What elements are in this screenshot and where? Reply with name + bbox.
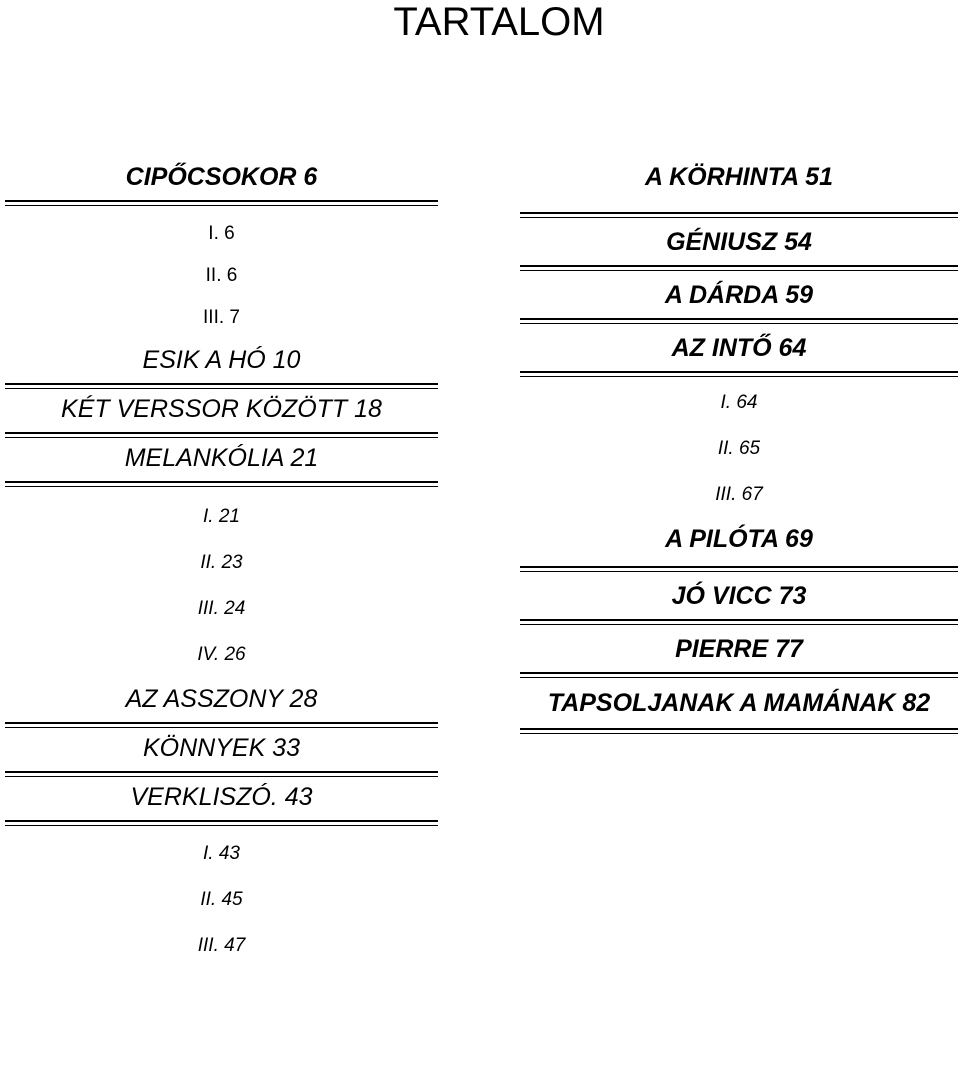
toc-entry-cipocsokor[interactable]: CIPŐCSOKOR 6 <box>125 163 318 191</box>
toc-subentry[interactable]: I. 6 <box>208 223 235 244</box>
toc-subentry[interactable]: IV. 26 <box>197 644 246 665</box>
toc-entry-geniusz[interactable]: GÉNIUSZ 54 <box>666 228 812 256</box>
toc-entry-melankolia[interactable]: MELANKÓLIA 21 <box>124 444 319 472</box>
toc-subentry[interactable]: III. 7 <box>203 307 240 328</box>
toc-subentry[interactable]: III. 24 <box>197 598 246 619</box>
toc-subentry[interactable]: I. 64 <box>720 392 758 413</box>
toc-subentry[interactable]: I. 43 <box>203 843 240 864</box>
toc-entry-ket-verssor-kozott[interactable]: KÉT VERSSOR KÖZÖTT 18 <box>61 395 382 423</box>
page-title: TARTALOM <box>393 0 605 44</box>
toc-left-column <box>5 157 438 964</box>
toc-subentries-melankolia <box>5 487 438 679</box>
toc-entry-a-korhinta[interactable]: A KÖRHINTA 51 <box>645 163 833 191</box>
toc-entry-jo-vicc[interactable]: JÓ VICC 73 <box>671 582 807 610</box>
toc-entry-pierre[interactable]: PIERRE 77 <box>675 635 803 663</box>
entry-divider <box>520 728 958 734</box>
toc-entry-a-pilota[interactable]: A PILÓTA 69 <box>665 525 813 553</box>
toc-right-column <box>520 157 958 734</box>
toc-subentry[interactable]: II. 6 <box>205 265 238 286</box>
toc-subentries-verkliszo <box>5 826 438 964</box>
toc-subentry[interactable]: III. 47 <box>197 935 246 956</box>
toc-entry-esik-a-ho[interactable]: ESIK A HÓ 10 <box>142 346 301 374</box>
toc-subentry[interactable]: I. 21 <box>203 506 240 527</box>
toc-entry-az-asszony[interactable]: AZ ASSZONY 28 <box>125 685 318 713</box>
toc-subentries-cipocsokor <box>5 206 438 342</box>
toc-entry-konnyek[interactable]: KÖNNYEK 33 <box>142 734 300 762</box>
toc-entry-a-darda[interactable]: A DÁRDA 59 <box>664 281 814 309</box>
toc-subentry[interactable]: II. 45 <box>200 889 243 910</box>
toc-entry-verkliszo[interactable]: VERKLISZÓ. 43 <box>130 783 313 811</box>
toc-entry-tapsoljanak-a-mamanak[interactable]: TAPSOLJANAK A MAMÁNAK 82 <box>547 689 931 717</box>
toc-subentries-az-into <box>520 377 958 519</box>
toc-subentry[interactable]: II. 65 <box>717 438 761 459</box>
toc-subentry[interactable]: II. 23 <box>200 552 243 573</box>
toc-entry-az-into[interactable]: AZ INTŐ 64 <box>671 334 807 362</box>
toc-subentry[interactable]: III. 67 <box>715 484 763 505</box>
